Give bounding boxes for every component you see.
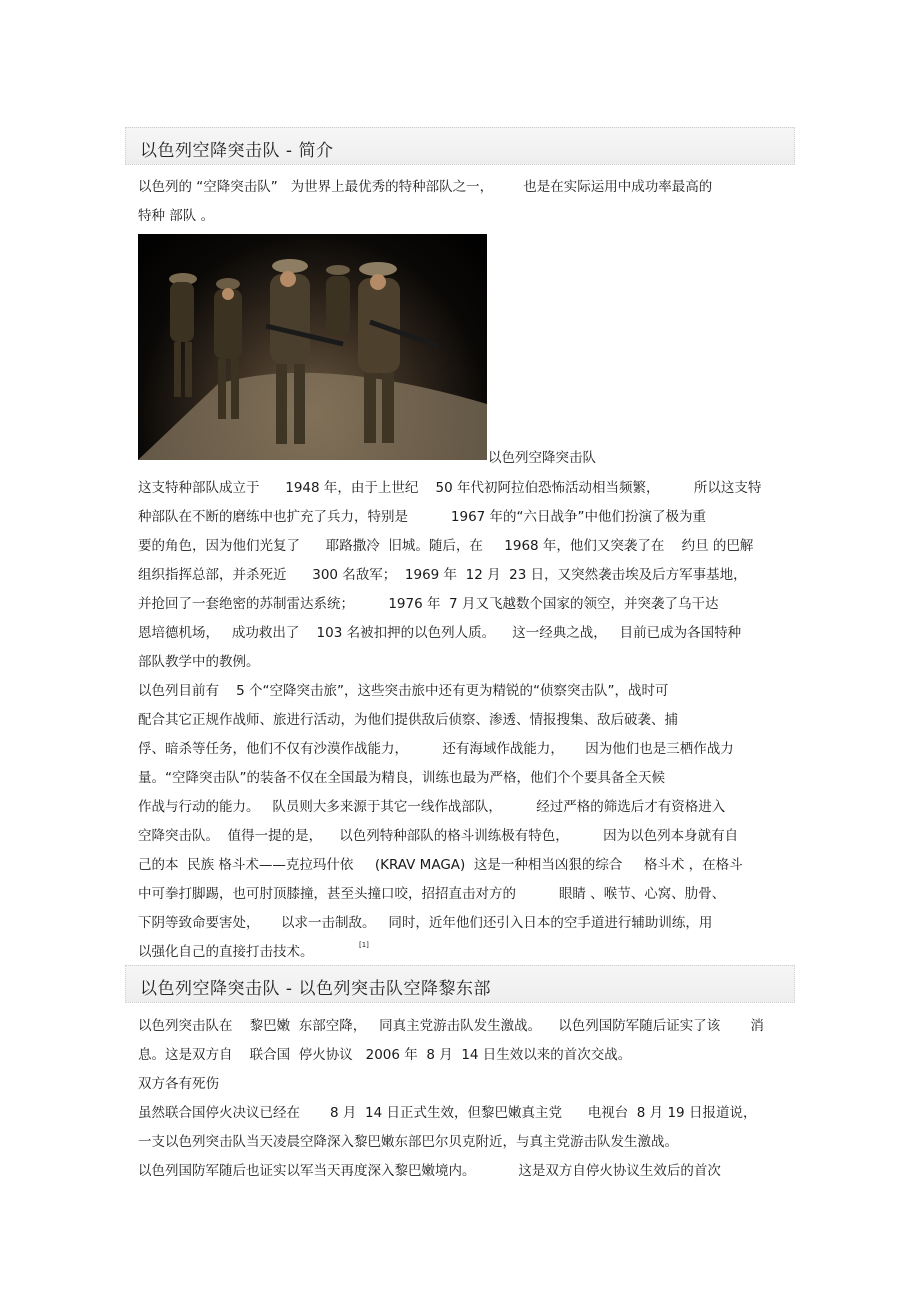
paragraph-line: 以色列国防军随后也证实以军当天再度深入黎巴嫩境内。 这是双方自停火协议生效后的首次 bbox=[138, 1163, 721, 1179]
paragraph-line: 中可拳打脚踢，也可肘顶膝撞，甚至头撞口咬，招招直击对方的 眼睛 、喉节、心窝、肋骨、 bbox=[138, 886, 726, 902]
paragraph-line: 虽然联合国停火决议已经在 8 月 14 日正式生效，但黎巴嫩真主党 电视台 8 月 19 日报道说， bbox=[138, 1105, 757, 1121]
paragraph-line: 息。这是双方自 联合国 停火协议 2006 年 8 月 14 日生效以来的首次交战。 bbox=[138, 1047, 632, 1063]
paragraph-line: 以色列目前有 5 个“空降突击旅”，这些突击旅中还有更为精锐的“侦察突击队”，战时可 bbox=[138, 683, 669, 699]
section-heading-airdrop bbox=[125, 965, 795, 1003]
paragraph-line: 俘、暗杀等任务，他们不仅有沙漠作战能力， 还有海域作战能力， 因为他们也是三栖作战力 bbox=[138, 741, 734, 757]
section-heading-text: 以色列空降突击队 - 以色列突击队空降黎东部 bbox=[140, 979, 491, 999]
intro-line: 以色列的 “空降突击队” 为世界上最优秀的特种部队之一， 也是在实际运用中成功率最高的 bbox=[138, 179, 713, 195]
paragraph-line: 己的本 民族 格斗术——克拉玛什依 (KRAV MAGA) 这是一种相当凶狠的综合 格斗术 ，在格斗 bbox=[138, 857, 743, 873]
paragraph-line: 空降突击队。 值得一提的是， 以色列特种部队的格斗训练极有特色， 因为以色列本身就有自 bbox=[138, 828, 739, 844]
paragraph-line: 下阴等致命要害处， 以求一击制敌。 同时，近年他们还引入日本的空手道进行辅助训练，用 bbox=[138, 915, 713, 931]
paragraph-line: 要的角色，因为他们光复了 耶路撒冷 旧城。随后，在 1968 年，他们又突袭了在 约旦 的巴解 bbox=[138, 538, 754, 554]
paragraph-line: 以强化自己的直接打击技术。 bbox=[138, 944, 314, 960]
paragraph-line: 量。“空降突击队”的装备不仅在全国最为精良，训练也最为严格，他们个个要具备全天候 bbox=[138, 770, 665, 786]
paragraph-line: 并抢回了一套绝密的苏制雷达系统； 1976 年 7 月又飞越数个国家的领空，并突袭了乌干达 bbox=[138, 596, 719, 612]
subheading: 双方各有死伤 bbox=[138, 1076, 219, 1092]
paragraph-line: 一支以色列突击队当天凌晨空降深入黎巴嫩东部巴尔贝克附近，与真主党游击队发生激战。 bbox=[138, 1134, 678, 1150]
paragraph-line: 种部队在不断的磨练中也扩充了兵力，特别是 1967 年的“六日战争”中他们扮演了极为重 bbox=[138, 509, 707, 525]
paragraph-line: 组织指挥总部，并杀死近 300 名敌军； 1969 年 12 月 23 日，又突然袭击埃及后方军事基地， bbox=[138, 567, 747, 583]
section-heading-intro bbox=[125, 127, 795, 165]
soldiers-photo-illustration bbox=[138, 234, 487, 460]
paragraph-line: 部队教学中的教例。 bbox=[138, 654, 260, 670]
image-caption: 以色列空降突击队 bbox=[488, 450, 596, 466]
paragraph-line: 配合其它正规作战师、旅进行活动，为他们提供敌后侦察、渗透、情报搜集、敌后破袭、捕 bbox=[138, 712, 678, 728]
paragraph-line: 恩培德机场， 成功救出了 103 名被扣押的以色列人质。 这一经典之战， 目前已成为各国特种 bbox=[138, 625, 742, 641]
section-heading-text: 以色列空降突击队 - 简介 bbox=[140, 141, 334, 161]
soldiers-photo bbox=[138, 234, 487, 460]
paragraph-line: 以色列突击队在 黎巴嫩 东部空降， 同真主党游击队发生激战。 以色列国防军随后证实了该 消 bbox=[138, 1018, 764, 1034]
paragraph-line: 作战与行动的能力。 队员则大多来源于其它一线作战部队， 经过严格的筛选后才有资格进入 bbox=[138, 799, 726, 815]
intro-line: 特种 部队 。 bbox=[138, 208, 215, 224]
paragraph-line: 这支特种部队成立于 1948 年，由于上世纪 50 年代初阿拉伯恐怖活动相当频繁， 所以这支特 bbox=[138, 480, 762, 496]
footnote-reference[interactable]: [1] bbox=[359, 941, 369, 949]
